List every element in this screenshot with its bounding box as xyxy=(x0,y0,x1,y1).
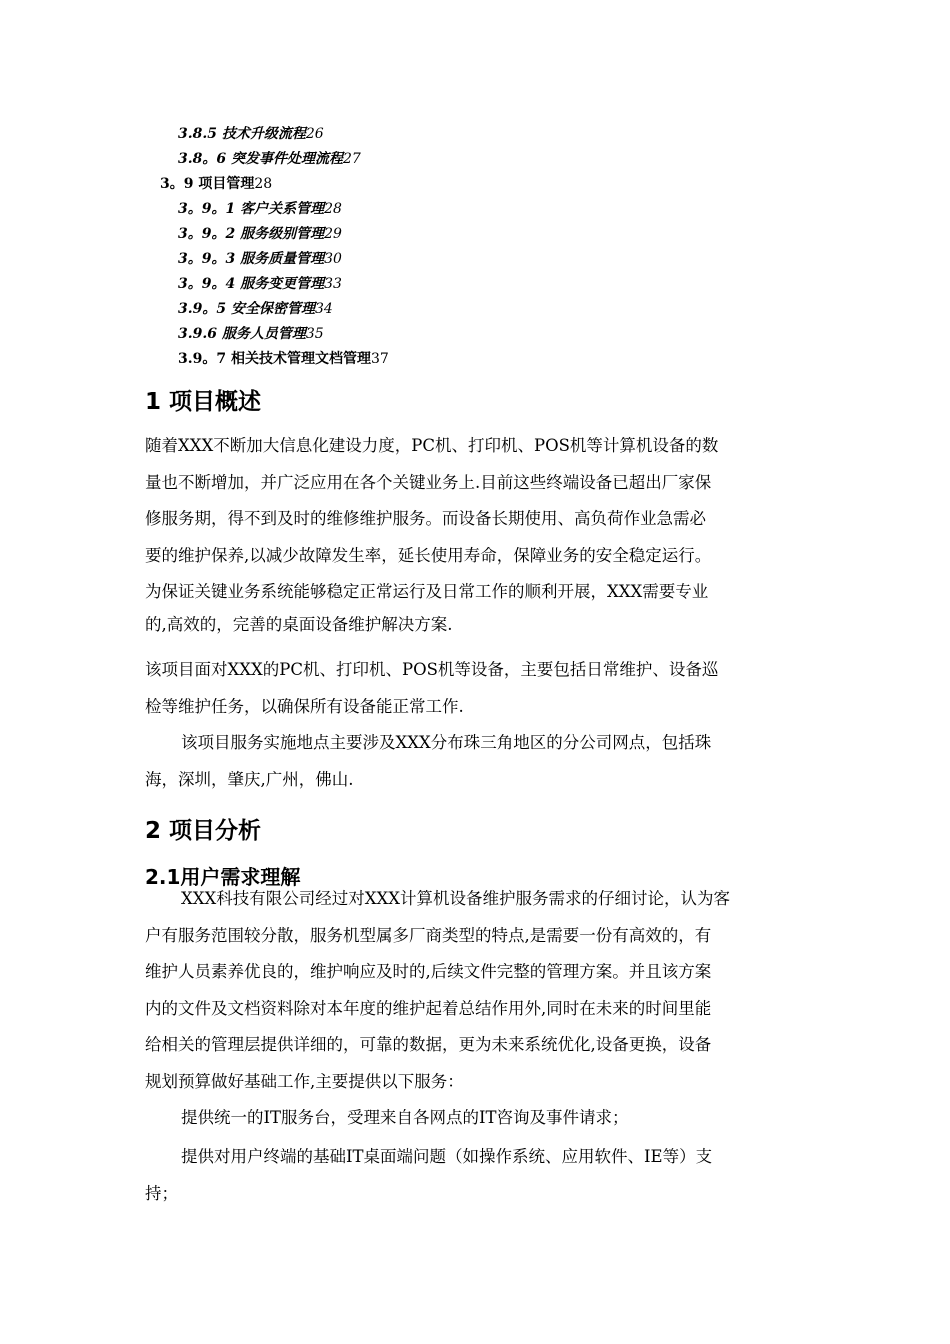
subsection-heading: 2.1用户需求理解 xyxy=(145,865,301,889)
text-line: 规划预算做好基础工作,主要提供以下服务： xyxy=(145,1071,464,1091)
toc-entry-title: 3.9.6 服务人员管理 xyxy=(178,326,306,342)
text-line: 检等维护任务，以确保所有设备能正常工作. xyxy=(145,696,464,716)
toc-entry[interactable] xyxy=(178,324,324,344)
section-heading: 1 项目概述 xyxy=(145,389,262,415)
text-line: 内的文件及文档资料除对本年度的维护起着总结作用外,同时在未来的时间里能 xyxy=(145,998,712,1018)
toc-entry[interactable] xyxy=(178,124,324,144)
toc-entry[interactable] xyxy=(178,249,342,269)
toc-entry-page: 29 xyxy=(324,226,342,242)
text-line: 给相关的管理层提供详细的，可靠的数据，更为未来系统优化,设备更换，设备 xyxy=(145,1035,712,1054)
text-line: 该项目服务实施地点主要涉及XXX分布珠三角地区的分公司网点，包括珠 xyxy=(181,733,712,752)
toc-entry[interactable] xyxy=(178,349,389,369)
text-line: 提供对用户终端的基础IT桌面端问题（如操作系统、应用软件、IE等）支 xyxy=(181,1147,713,1166)
toc-entry-title: 3。9。4 服务变更管理 xyxy=(178,276,325,292)
toc-entry-title: 3。9。2 服务级别管理 xyxy=(178,226,325,242)
text-line: 修服务期，得不到及时的维修维护服务。而设备长期使用、高负荷作业急需必 xyxy=(145,509,706,528)
toc-entry[interactable] xyxy=(178,224,342,244)
text-line: 要的维护保养,以减少故障发生率，延长使用寿命，保障业务的安全稳定运行。 xyxy=(145,545,712,565)
text-line: 的,高效的，完善的桌面设备维护解决方案. xyxy=(145,614,453,634)
text-line: 提供统一的IT服务台，受理来自各网点的IT咨询及事件请求； xyxy=(181,1108,629,1127)
toc-entry-title: 3.9。5 安全保密管理 xyxy=(178,301,315,317)
toc-entry[interactable] xyxy=(178,199,342,219)
paragraph xyxy=(145,428,809,639)
toc-entry-page: 37 xyxy=(370,351,389,367)
toc-entry-page: 27 xyxy=(342,151,361,167)
section-heading: 2 项目分析 xyxy=(145,818,262,844)
paragraph xyxy=(145,725,809,798)
toc-entry-page: 34 xyxy=(314,301,333,317)
text-line: 该项目面对XXX的PC机、打印机、POS机等设备，主要包括日常维护、设备巡 xyxy=(145,660,719,679)
paragraph xyxy=(145,881,809,1100)
text-line: 随着XXX不断加大信息化建设力度，PC机、打印机、POS机等计算机设备的数 xyxy=(145,436,719,455)
paragraph xyxy=(145,1100,809,1137)
toc-entry-title: 3。9 项目管理 xyxy=(160,176,255,192)
toc-entry-title: 3。9。3 服务质量管理 xyxy=(178,251,325,267)
toc-entry-page: 26 xyxy=(305,126,324,142)
toc-entry-page: 30 xyxy=(324,251,342,267)
toc-entry-page: 28 xyxy=(254,176,273,192)
toc-entry-page: 35 xyxy=(305,326,324,342)
text-line: 为保证关键业务系统能够稳定正常运行及日常工作的顺利开展，XXX需要专业 xyxy=(145,582,709,601)
text-line: 量也不断增加，并广泛应用在各个关键业务上.目前这些终端设备已超出厂家保 xyxy=(145,472,712,492)
toc-entry-page: 28 xyxy=(324,201,342,217)
toc-entry[interactable] xyxy=(178,149,361,169)
paragraph xyxy=(145,652,809,725)
text-line: 维护人员素养优良的，维护响应及时的,后续文件完整的管理方案。并且该方案 xyxy=(145,962,712,981)
toc-entry-title: 3。9。1 客户关系管理 xyxy=(178,201,325,217)
toc-entry-page: 33 xyxy=(324,276,342,292)
text-line: 户有服务范围较分散，服务机型属多厂商类型的特点,是需要一份有高效的，有 xyxy=(145,925,712,945)
text-line: 海，深圳，肇庆,广州，佛山. xyxy=(145,769,354,789)
toc-entry[interactable] xyxy=(178,274,342,294)
text-line: XXX科技有限公司经过对XXX计算机设备维护服务需求的仔细讨论，认为客 xyxy=(181,889,730,908)
paragraph xyxy=(145,1139,809,1212)
toc-entry-title: 3.8。6 突发事件处理流程 xyxy=(178,151,343,167)
text-line: 持； xyxy=(145,1183,178,1203)
toc-entry[interactable] xyxy=(178,299,333,319)
toc-entry-title: 3.8.5 技术升级流程 xyxy=(178,126,306,142)
toc-entry[interactable] xyxy=(160,174,272,194)
toc-entry-title: 3.9。7 相关技术管理文档管理 xyxy=(178,351,371,367)
